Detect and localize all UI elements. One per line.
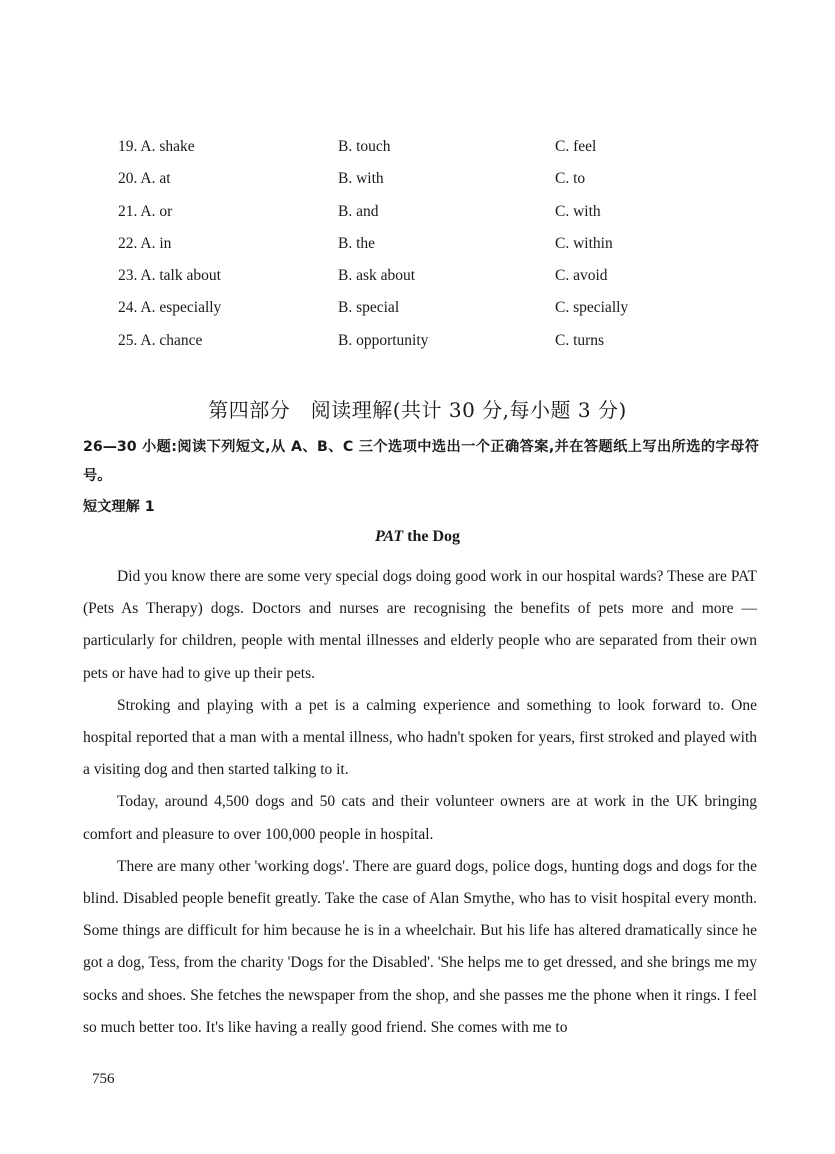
option-row-22 — [118, 233, 738, 265]
paragraph: There are many other 'working dogs'. There are guard dogs, police dogs, hunting dogs and dogs for the blind. Disabled people benefit greatly. Take the case of Alan Smythe, who has to visit hospital every month. Some things are difficult for him because he is in a wheelchair. But his life has altered dramatically since he got a dog, Tess, from the charity 'Dogs for the Disabled'. 'She helps me to get dressed, and she brings me my socks and shoes. She fetches the newspaper from the shop, and she passes me the phone when it rings. I feel so much better too. It's like having a really good friend. She comes with me to — [83, 857, 757, 1036]
option-c: C. turns — [555, 331, 605, 349]
option-c: C. to — [555, 170, 586, 188]
paragraph: Today, around 4,500 dogs and 50 cats and their volunteer owners are at work in the UK bringing comfort and pleasure to over 100,000 people in hospital. — [83, 793, 757, 843]
passage-subheading: 短文理解 1 — [83, 499, 155, 515]
option-row-23 — [118, 265, 738, 297]
passage-title-italic: PAT — [374, 528, 404, 545]
option-b: B. ask about — [338, 267, 416, 285]
option-a: 22. A. in — [118, 234, 172, 252]
option-b: B. touch — [338, 138, 391, 155]
option-a: 23. A. talk about — [118, 267, 221, 285]
answer-options — [118, 136, 738, 362]
option-a: 24. A. especially — [118, 299, 222, 317]
paragraph: Stroking and playing with a pet is a calming experience and something to look forward to. One hospital reported that a man with a mental illness, who hadn't spoken for years, first stroked and played with a visiting dog and then started talking to it. — [83, 696, 757, 779]
option-b: B. the — [338, 234, 376, 252]
option-c: C. feel — [555, 138, 597, 155]
option-b: B. with — [338, 170, 384, 188]
option-a: 25. A. chance — [118, 331, 203, 349]
option-c: C. within — [555, 234, 613, 252]
passage-title-rest: the Dog — [403, 528, 461, 545]
page-number: 756 — [92, 1071, 115, 1087]
instructions: 26—30 小题:阅读下列短文,从 A、B、C 三个选项中选出一个正确答案,并在答题纸上写出所选的字母符号。 — [83, 439, 759, 484]
option-b: B. opportunity — [338, 331, 429, 349]
option-row-20 — [118, 168, 738, 200]
passage-title — [0, 528, 835, 546]
option-c: C. avoid — [555, 267, 608, 285]
option-row-19 — [118, 136, 738, 168]
option-row-24 — [118, 297, 738, 329]
passage-body — [83, 561, 757, 1044]
option-row-21 — [118, 201, 738, 233]
option-c: C. with — [555, 202, 601, 220]
option-b: B. and — [338, 202, 379, 220]
option-b: B. special — [338, 299, 400, 317]
option-a: 21. A. or — [118, 202, 173, 220]
option-c: C. specially — [555, 299, 629, 317]
option-row-25 — [118, 330, 738, 362]
option-a: 20. A. at — [118, 170, 171, 188]
paragraph: Did you know there are some very special dogs doing good work in our hospital wards? These are PAT (Pets As Therapy) dogs. Doctors and nurses are recognising the benefits of pets more and more — particularly for children, people with mental illnesses and elderly people who are separated from their own pets or have had to give up their pets. — [83, 568, 757, 682]
option-a: 19. A. shake — [118, 138, 195, 155]
section-title: 第四部分 阅读理解(共计 30 分,每小题 3 分) — [208, 398, 627, 422]
